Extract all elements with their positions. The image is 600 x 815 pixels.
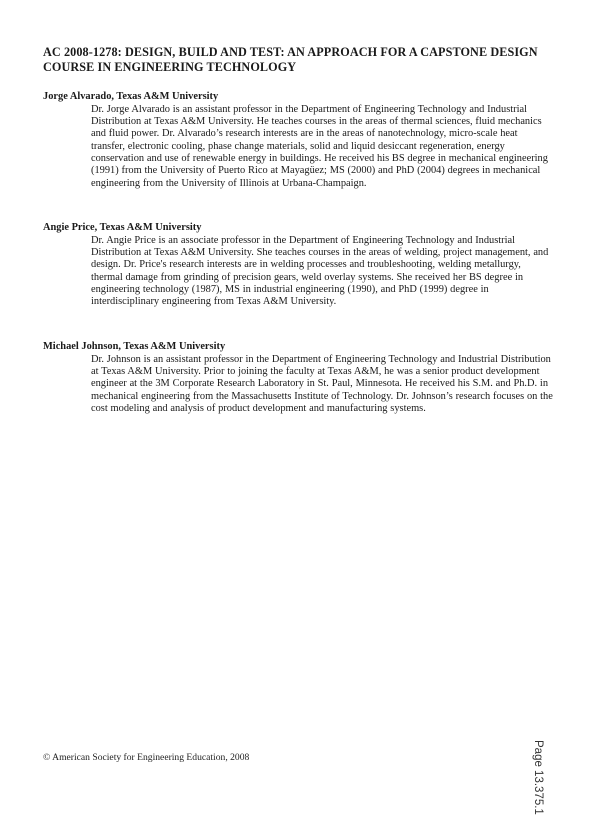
author-bio-text: Dr. Johnson is an assistant professor in the Department of Engineering Technology and Industrial Distribution at Texas A&M University. Prior to joining the faculty at Texas A&M, he was a senior product development engineer at the 3M Corporate Research Laboratory in St. Paul, Minnesota. He received his S.M. and Ph.D. in mechanical engineering from the Massachusetts Institute of Technology. Dr. Johnson’s research focuses on the cost modeling and analysis of product development and manufacturing systems. [91, 353, 553, 414]
footer-copyright: © American Society for Engineering Education, 2008 [43, 752, 250, 763]
author-bio-text: Dr. Angie Price is an associate professor in the Department of Engineering Technology and Industrial Distribution at Texas A&M University. She teaches courses in the areas of welding, project management, and design. Dr. Price's research interests are in welding processes and troubleshooting, welding metallurgy, thermal damage from grinding of precision gears, weld overlay systems. She received her BS degree in engineering technology (1987), MS in industrial engineering (1990), and PhD (1999) degree in interdisciplinary engineering from Texas A&M University. [91, 234, 549, 308]
author-heading: Michael Johnson, Texas A&M University [43, 341, 226, 352]
author-bio-text: Dr. Jorge Alvarado is an assistant professor in the Department of Engineering Technology and Industrial Distribution at Texas A&M University. He teaches courses in the areas of thermal sciences, fluid mechanics and fluid power. Dr. Alvarado’s research interests are in the areas of nanotechnology, micro-scale heat transfer, electronic cooling, phase change materials, solid and liquid desiccant regeneration, energy conservation and use of renewable energy in buildings. He received his BS degree in mechanical engineering (1991) from the University of Puerto Rico at Mayagüez; MS (2000) and PhD (2004) degrees in mechanical engineering from the University of Illinois at Urbana-Champaign. [91, 103, 548, 189]
author-bio [43, 222, 553, 309]
page-title: AC 2008-1278: DESIGN, BUILD AND TEST: AN APPROACH FOR A CAPSTONE DESIGN COURSE IN ENGINEERING TECHNOLOGY [43, 45, 538, 74]
author-heading: Jorge Alvarado, Texas A&M University [43, 91, 219, 102]
author-heading: Angie Price, Texas A&M University [43, 222, 202, 233]
author-bio [43, 91, 553, 190]
page-number: Page 13.375.1 [532, 740, 544, 815]
author-bio [43, 341, 553, 415]
